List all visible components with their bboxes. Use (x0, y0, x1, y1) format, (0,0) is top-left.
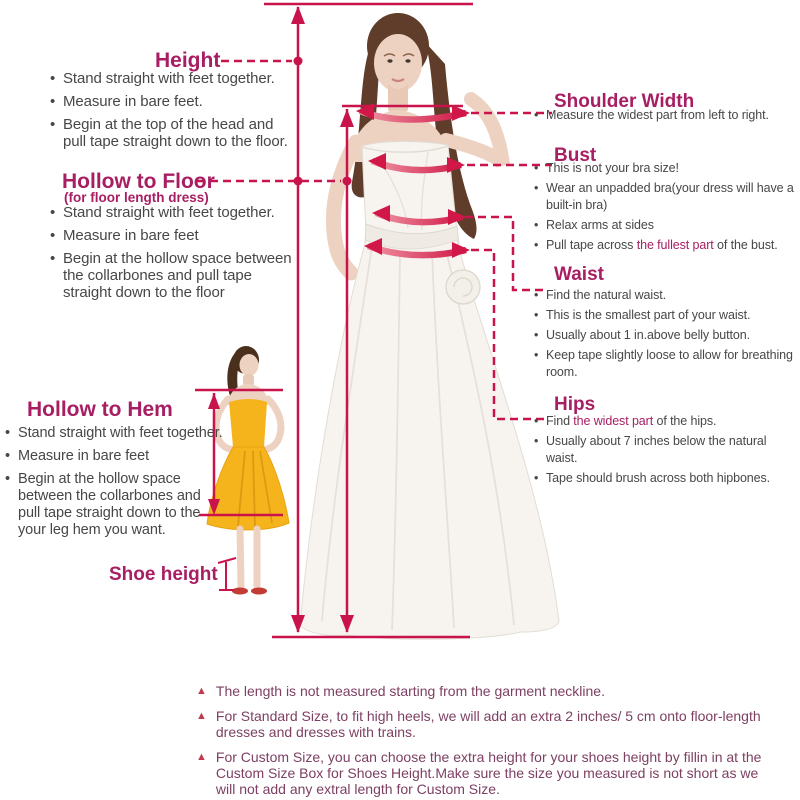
note-text: For Custom Size, you can choose the extra height for your shoes height by fillin in at the Custom Size Box for Shoes Height.Make sure the size you measured is not short as we will not add any extral length for Custom Size. (215, 749, 762, 797)
note-item (196, 708, 762, 740)
shoulder-width-title: Shoulder Width (554, 91, 695, 112)
hollow-to-hem-title: Hollow to Hem (27, 398, 173, 421)
bullet: • Measure in bare feet (48, 227, 300, 244)
bullet: • Pull tape across the fullest part of the bust. (532, 237, 800, 254)
shoe-height-title: Shoe height (109, 564, 218, 585)
hollow-to-floor-bullets (48, 204, 300, 307)
bullet: • Wear an unpadded bra(your dress will have a built-in bra) (532, 180, 800, 214)
bullet: • Usually about 7 inches below the natural waist. (532, 433, 800, 467)
note-item (196, 749, 762, 797)
hips-bullets (532, 413, 800, 490)
bullet: • Begin at the hollow space between the collarbones and pull tape straight down to the floor (48, 250, 300, 301)
hollow-to-hem-bullets (3, 425, 225, 545)
hollow-to-floor-subtitle: (for floor length dress) (64, 190, 209, 205)
bullet: • Find the natural waist. (532, 287, 800, 304)
bullet: • Tape should brush across both hipbones. (532, 470, 800, 487)
bust-bullets (532, 160, 800, 257)
emphasis-text: the widest part (573, 414, 654, 428)
warning-triangle-icon: ▲ (196, 710, 207, 722)
bust-title: Bust (554, 145, 597, 166)
hips-title: Hips (554, 394, 596, 415)
height-bullets (48, 70, 300, 156)
bullet: • Usually about 1 in.above belly button. (532, 327, 800, 344)
bullet: • This is not your bra size! (532, 160, 800, 177)
bullet: • This is the smallest part of your waist. (532, 307, 800, 324)
waist-bullets (532, 287, 800, 384)
bullet: • Measure in bare feet. (48, 93, 300, 110)
note-text: For Standard Size, to fit high heels, we will add an extra 2 inches/ 5 cm onto floor-length dresses and dresses with trains. (215, 708, 761, 740)
note-text: The length is not measured starting from the garment neckline. (215, 683, 605, 699)
waist-title: Waist (554, 264, 604, 285)
warning-triangle-icon: ▲ (196, 751, 207, 763)
hollow-to-floor-title: Hollow to Floor (62, 170, 215, 193)
bullet: • Keep tape slightly loose to allow for breathing room. (532, 347, 800, 381)
note-item (196, 683, 762, 699)
shoulder-width-bullets (532, 107, 800, 127)
bullet: • Find the widest part of the hips. (532, 413, 800, 430)
bullet: • Relax arms at sides (532, 217, 800, 234)
bullet: • Stand straight with feet together. (48, 204, 300, 221)
bullet: • Measure the widest part from left to right. (532, 107, 800, 124)
notes-section (196, 683, 762, 800)
bullet: • Stand straight with feet together. (48, 70, 300, 87)
bullet: • Begin at the top of the head and pull tape straight down to the floor. (48, 116, 300, 150)
height-title: Height (155, 49, 221, 72)
bullet: • Measure in bare feet (3, 448, 225, 465)
bullet: • Begin at the hollow space between the collarbones and pull tape straight down to the your leg hem you want. (3, 471, 225, 539)
warning-triangle-icon: ▲ (196, 685, 207, 697)
emphasis-text: the fullest part (636, 238, 714, 252)
bullet: • Stand straight with feet together. (3, 425, 225, 442)
